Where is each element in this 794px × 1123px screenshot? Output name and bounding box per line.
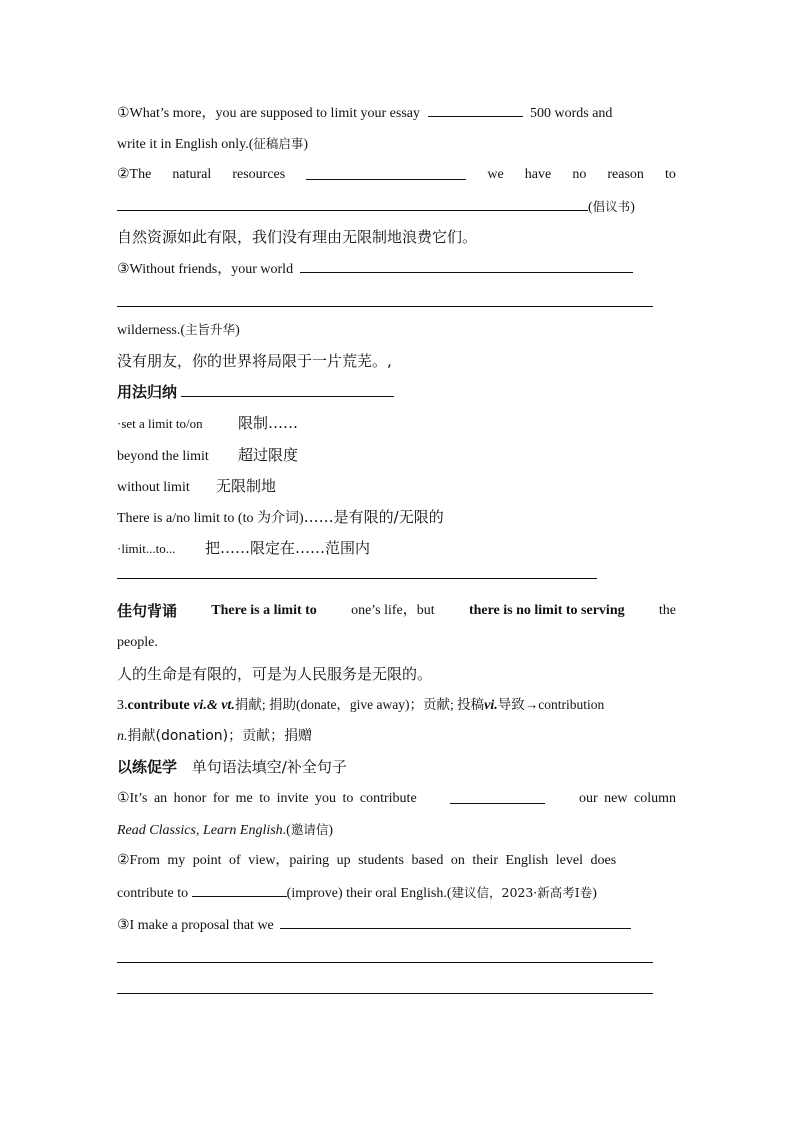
meaning: 捐献; 捐助(donate，give away)；贡献; 投稿 xyxy=(234,697,485,712)
exercise-1-text: ①What’s more，you are supposed to limit your essay xyxy=(117,106,420,121)
exercise-3-text-end: wilderness.( xyxy=(117,323,186,338)
word: we xyxy=(487,167,504,182)
answer-line[interactable] xyxy=(117,993,653,994)
word-entry-line-2 xyxy=(117,726,312,747)
usage-meaning: 超过限度 xyxy=(238,446,299,464)
exercise-2-line-1 xyxy=(117,165,676,185)
answer-blank[interactable] xyxy=(428,102,523,117)
paren-close: ) xyxy=(303,137,309,152)
heading-rule xyxy=(181,386,394,397)
answer-blank[interactable] xyxy=(280,914,631,929)
usage-item xyxy=(117,507,444,529)
word-entry xyxy=(117,695,604,716)
meaning: 导致→contribution xyxy=(497,697,605,712)
sentence-text: the xyxy=(658,603,676,618)
practice-2-line-1 xyxy=(117,851,676,871)
paren-close: ) xyxy=(630,200,635,215)
answer-blank[interactable] xyxy=(192,882,287,897)
answer-blank[interactable] xyxy=(450,789,545,804)
part-of-speech: vi. xyxy=(484,698,498,713)
column-title: Read Classics, Learn English xyxy=(117,823,283,838)
exercise-3-line-1 xyxy=(117,258,633,280)
usage-phrase: ·limit...to... xyxy=(117,541,176,556)
answer-line[interactable] xyxy=(117,962,653,963)
sentence-text: one’s life，but xyxy=(351,603,435,618)
usage-title: 用法归纳 xyxy=(117,383,178,401)
paren-close: ) xyxy=(328,823,334,838)
sentence-label: 佳句背诵 xyxy=(117,602,178,620)
practice-1-line-1 xyxy=(117,789,676,809)
exercise-2-line-2 xyxy=(117,196,635,218)
question-text: contribute to xyxy=(117,886,189,901)
usage-meaning: 限制…… xyxy=(238,414,299,432)
sentence-line-1 xyxy=(117,601,676,621)
practice-title: 单句语法填空/补全句子 xyxy=(191,758,347,776)
question-text: ①It’s an honor for me to invite you to contribute xyxy=(117,791,417,806)
exercise-2-translation: 自然资源如此有限，我们没有理由无限制地浪费它们。 xyxy=(117,228,478,246)
sentence-bold: There is a limit to xyxy=(211,603,317,618)
practice-1-line-2 xyxy=(117,820,333,841)
question-text: our new column xyxy=(579,791,676,806)
usage-item xyxy=(117,413,298,435)
practice-label: 以练促学 xyxy=(117,758,178,776)
question-text: (improve) their oral English.( xyxy=(286,886,452,901)
usage-phrase: beyond the limit xyxy=(117,449,209,464)
answer-blank[interactable] xyxy=(117,196,588,211)
word: have xyxy=(524,167,552,182)
section-divider xyxy=(117,578,597,579)
exercise-1-line-2 xyxy=(117,134,308,155)
word: reason xyxy=(607,167,644,182)
source-note: 征稿启事 xyxy=(253,136,304,151)
usage-phrase: There is a/no limit to (to 为介词) xyxy=(117,511,304,526)
part-of-speech: n. xyxy=(117,729,128,744)
question-text: ②From my point of view，pairing up students based on their English level does xyxy=(117,853,617,868)
sentence-bold: there is no limit to serving xyxy=(468,603,625,618)
word: natural xyxy=(172,167,212,182)
answer-blank[interactable] xyxy=(306,165,466,180)
paren-open: ( xyxy=(588,200,593,215)
paren-open: .( xyxy=(282,823,291,838)
part-of-speech: vi.& vt. xyxy=(193,698,235,713)
entry-number: 3. xyxy=(117,698,128,713)
exercise-3-line-3 xyxy=(117,320,240,341)
usage-item xyxy=(117,445,298,467)
usage-heading xyxy=(117,382,394,404)
answer-blank[interactable] xyxy=(300,258,633,273)
practice-3-line-1 xyxy=(117,914,631,936)
exercise-3-translation: 没有朋友，你的世界将局限于一片荒芜。, xyxy=(117,352,392,370)
answer-line[interactable] xyxy=(117,306,653,307)
usage-meaning: 无限制地 xyxy=(216,477,277,495)
word: resources xyxy=(232,167,286,182)
usage-meaning: ……是有限的/无限的 xyxy=(303,508,444,526)
sentence-translation: 人的生命是有限的，可是为人民服务是无限的。 xyxy=(117,665,433,683)
exercise-3-text: ③Without friends，your world xyxy=(117,262,294,277)
practice-2-line-2 xyxy=(117,882,597,904)
exercise-1-line-1 xyxy=(117,102,612,124)
usage-meaning: 把……限定在……范围内 xyxy=(205,539,371,557)
paren-close: ) xyxy=(592,886,597,901)
meaning: 捐献(donation)；贡献；捐赠 xyxy=(127,728,313,744)
practice-heading xyxy=(117,757,347,777)
source-note: 建议信，2023·新高考Ⅰ卷 xyxy=(451,885,593,900)
word: to xyxy=(665,167,676,182)
word: no xyxy=(572,167,587,182)
exercise-1-text-2: write it in English only.( xyxy=(117,137,254,152)
exercise-1-text-end: 500 words and xyxy=(530,106,613,121)
usage-phrase: without limit xyxy=(117,480,190,495)
word: ②The xyxy=(117,167,152,182)
usage-phrase: ·set a limit to/on xyxy=(117,416,203,431)
usage-item xyxy=(117,476,276,498)
sentence-line-2: people. xyxy=(117,635,158,650)
source-note: 邀请信 xyxy=(290,822,329,837)
paren-close: ) xyxy=(235,323,240,338)
source-note: 主旨升华 xyxy=(185,322,236,337)
question-text: ③I make a proposal that we xyxy=(117,918,274,933)
source-note: 倡议书 xyxy=(592,199,631,214)
usage-item xyxy=(117,538,370,560)
headword: contribute xyxy=(127,698,190,713)
